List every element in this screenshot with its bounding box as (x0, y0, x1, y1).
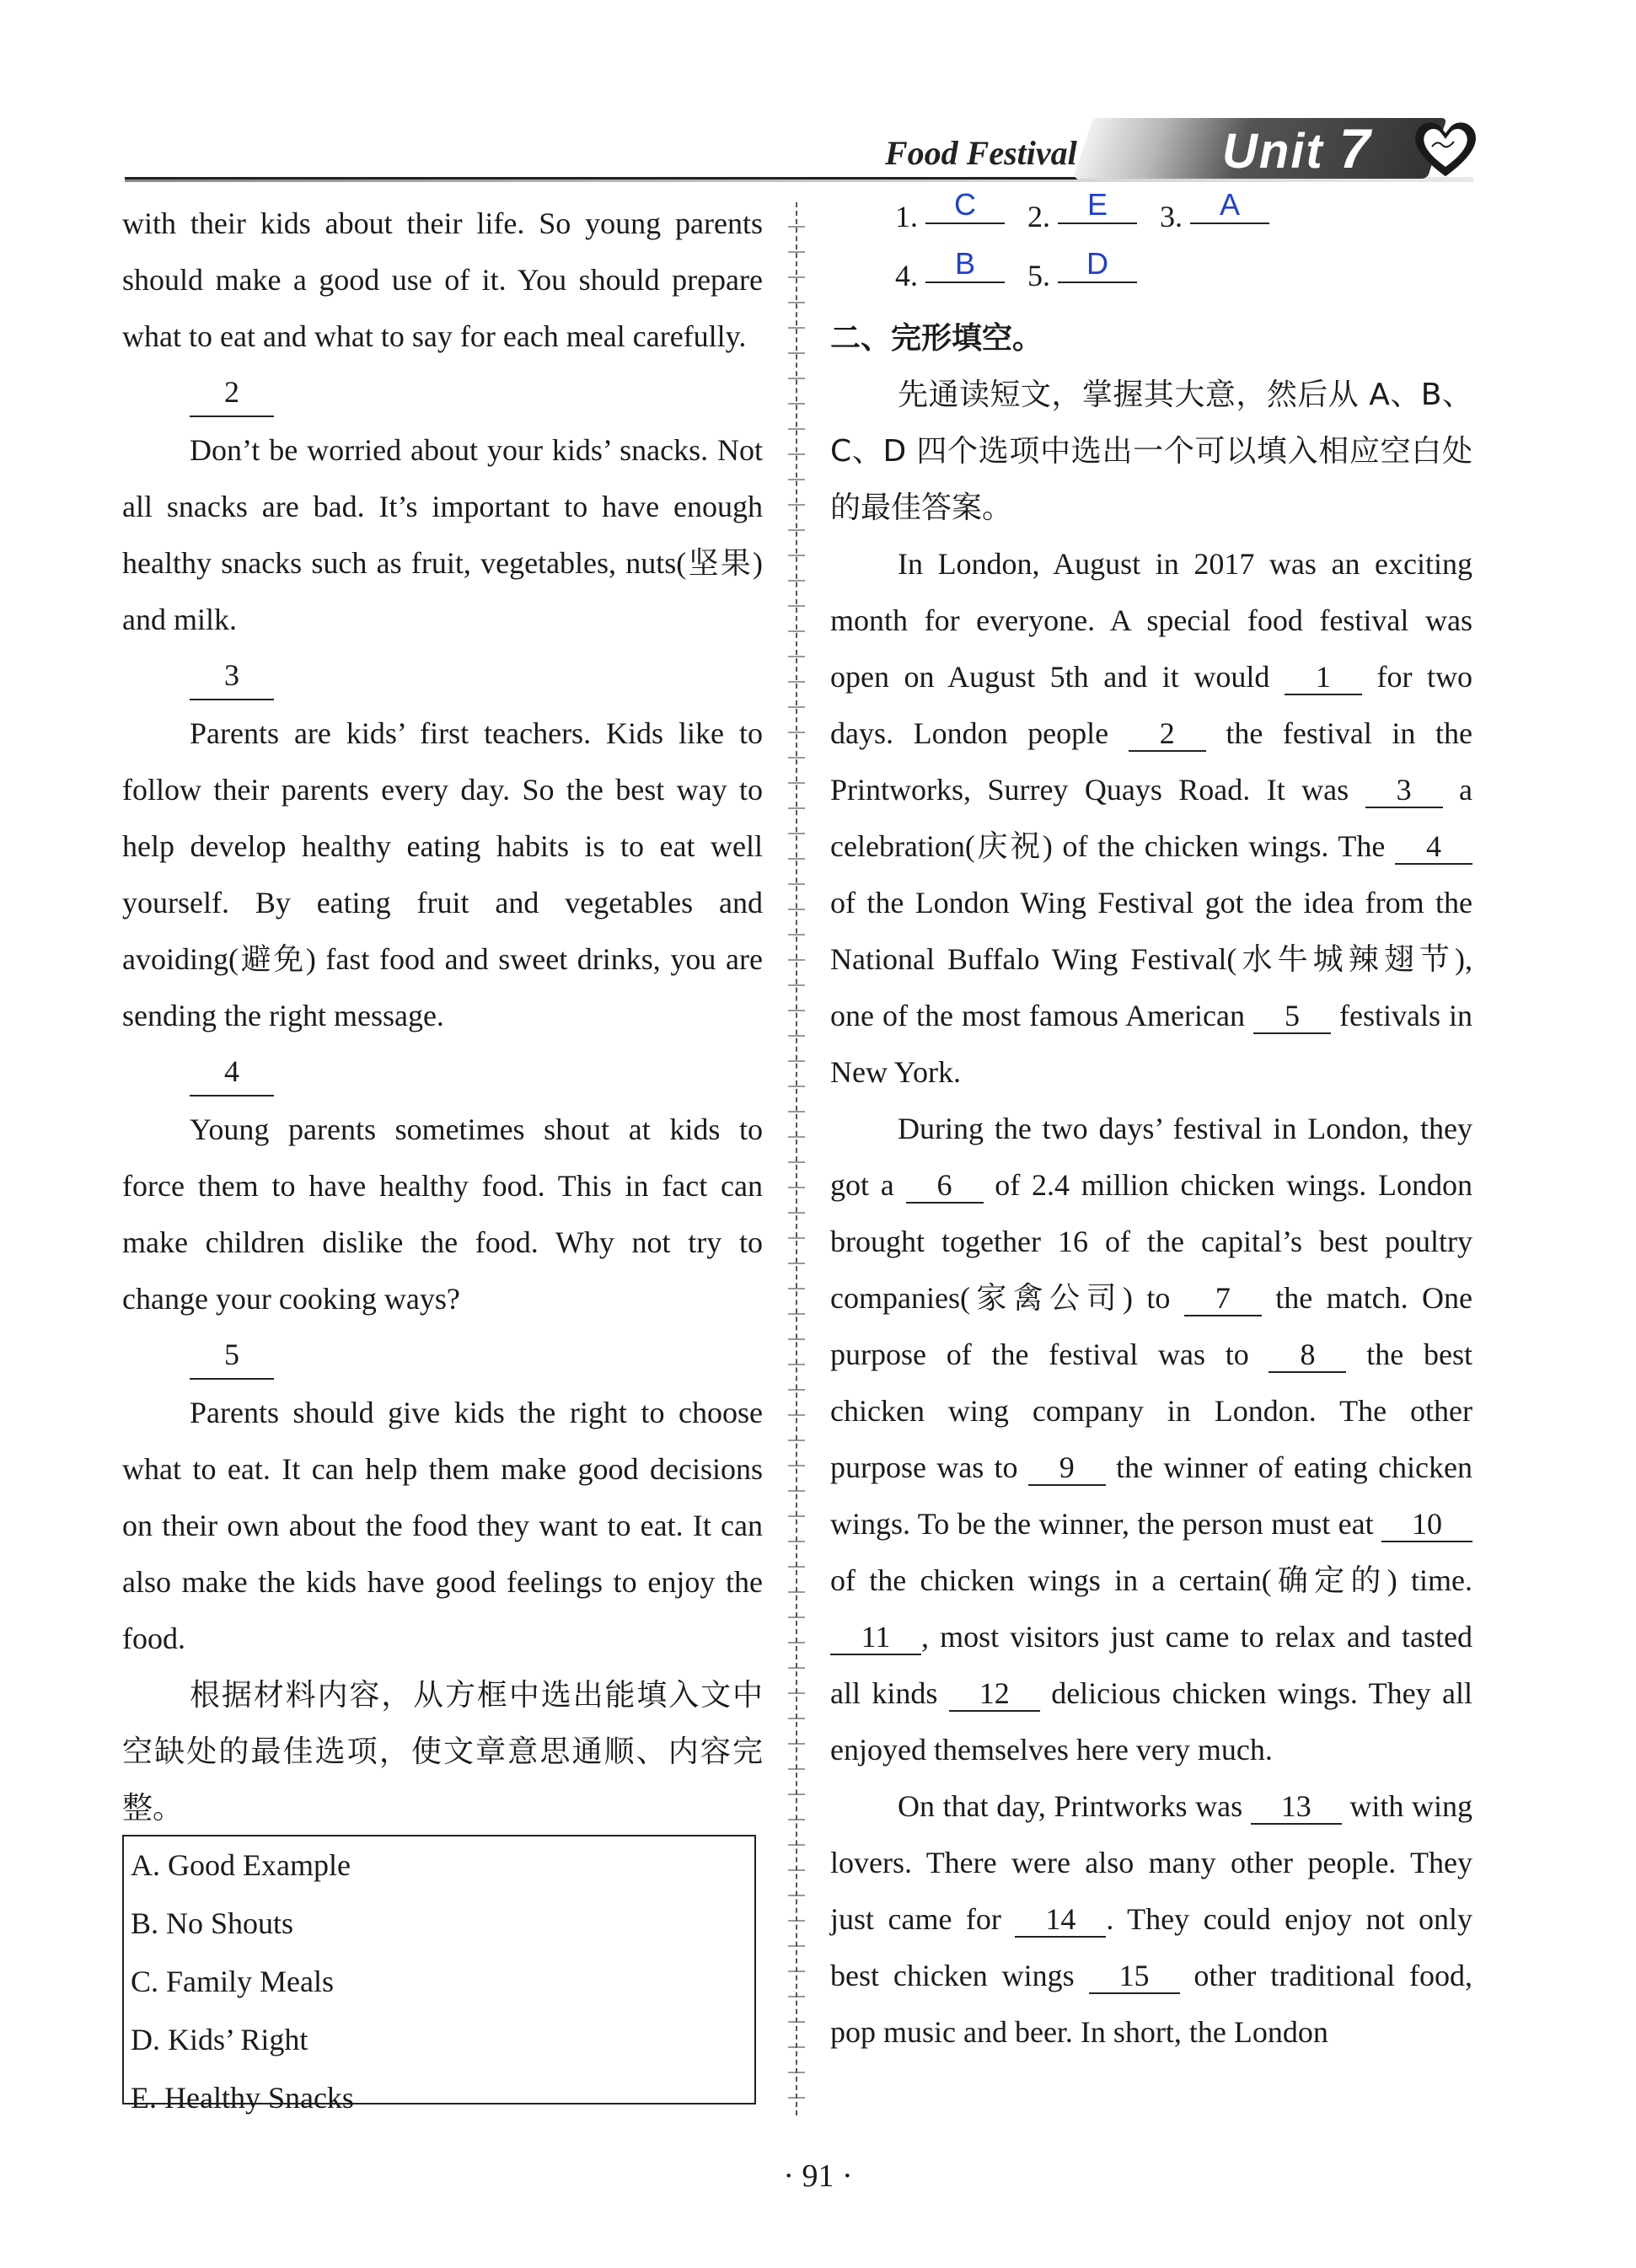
cloze-text: festivals in New York. (830, 999, 1472, 1089)
answer-number: 2. (1027, 200, 1050, 233)
cloze-text: for two days. London people (830, 660, 1473, 750)
cloze-text: , most visitors just came to relax and tasted all kinds (830, 1620, 1472, 1710)
header-unit (1222, 116, 1372, 180)
answer-row-2 (895, 246, 1137, 295)
cloze-blank-11[interactable]: 11 (830, 1620, 921, 1655)
option-a: A. Good Example (131, 1848, 351, 1882)
cloze-blank-5[interactable]: 5 (1253, 999, 1331, 1034)
cloze-text: the best chicken wing company in London. The other purpose was to (830, 1338, 1472, 1484)
task-instruction: 根据材料内容，从方框中选出能填入文中空缺处的最佳选项，使文章意思通顺、内容完整。 (122, 1678, 763, 1826)
cloze-text: a celebration(庆祝) of the chicken wings. The (830, 773, 1472, 863)
cloze-blank-9[interactable]: 9 (1028, 1450, 1106, 1486)
cloze-blank-10[interactable]: 10 (1381, 1507, 1472, 1542)
cloze-text: the festival in the Printworks, Surrey Quays Road. It was (830, 716, 1473, 807)
options-box (122, 1835, 756, 2115)
cloze-text: with wing lovers. There were also many other people. They just came for (830, 1789, 1472, 1936)
cloze-text: In London, August in 2017 was an exciting month for everyone. A special food festival was open on August 5th and it would (830, 547, 1472, 694)
heart-logo-icon (1412, 116, 1479, 180)
cloze-text: other traditional food, pop music and beer. In short, the London (830, 1959, 1473, 2049)
passage-paragraph: Parents are kids’ first teachers. Kids like to follow their parents every day. So the best way to help develop healthy eating habits is to eat well yourself. By eating fruit and vegetables and avoiding(避免) fast food and sweet drinks, you are sending the right message. (122, 716, 763, 1032)
cloze-blank-6[interactable]: 6 (906, 1168, 984, 1204)
cloze-paragraph-3 (830, 1778, 1472, 2061)
heading-blank-3: 3 (190, 651, 274, 700)
cloze-paragraph-1 (830, 536, 1472, 1101)
answer-number: 1. (895, 200, 918, 233)
answer-row-1 (895, 187, 1269, 236)
cloze-blank-14[interactable]: 14 (1015, 1902, 1106, 1938)
cloze-blank-15[interactable]: 15 (1089, 1959, 1180, 1994)
passage-paragraph: Young parents sometimes shout at kids to force them to have healthy food. This in fact can make children dislike the food. Why not try to change your cooking ways? (122, 1113, 763, 1316)
cloze-blank-8[interactable]: 8 (1269, 1338, 1346, 1373)
cloze-text: delicious chicken wings. They all enjoyed themselves here very much. (830, 1676, 1473, 1767)
passage-paragraph: Parents should give kids the right to choose what to eat. It can help them make good decisions on their own about the food they want to eat. It can also make the kids have good feelings to enjoy the food. (122, 1396, 763, 1655)
cloze-blank-13[interactable]: 13 (1251, 1789, 1342, 1825)
cloze-blank-4[interactable]: 4 (1395, 829, 1472, 865)
answer-blank[interactable]: E (1058, 187, 1137, 224)
section-title: 二、完形填空。 (830, 321, 1043, 356)
heading-blank-5: 5 (190, 1331, 274, 1380)
unit-word: Unit (1222, 124, 1324, 179)
cloze-text: of the London Wing Festival got the idea from the National Buffalo Wing Festival(水牛城辣翅节), one of the most famous American (830, 886, 1472, 1032)
option-d: D. Kids’ Right (131, 2023, 308, 2056)
cloze-text: of the chicken wings in a certain(确定的) time. (830, 1563, 1472, 1597)
cloze-text: the match. One purpose of the festival was to (830, 1281, 1473, 1371)
cloze-text: the winner of eating chicken wings. To be the winner, the person must eat (830, 1450, 1473, 1541)
heading-blank-4: 4 (190, 1048, 274, 1096)
cloze-blank-12[interactable]: 12 (949, 1676, 1040, 1712)
cloze-text: During the two days’ festival in London, they got a (830, 1112, 1472, 1202)
option-e: E. Healthy Snacks (131, 2081, 354, 2115)
cloze-text: On that day, Printworks was (898, 1789, 1243, 1823)
answer-blank[interactable]: A (1190, 187, 1269, 224)
answer-number: 4. (895, 259, 918, 292)
cloze-blank-1[interactable]: 1 (1285, 660, 1362, 695)
answer-number: 3. (1160, 200, 1183, 233)
header-topic: Food Festival (885, 134, 1077, 172)
answer-blank[interactable]: B (925, 246, 1005, 283)
cloze-text: of 2.4 million chicken wings. London brought together 16 of the capital’s best poultry companies(家禽公司) to (830, 1168, 1473, 1315)
answer-blank[interactable]: D (1058, 246, 1137, 283)
cloze-blank-2[interactable]: 2 (1129, 716, 1206, 752)
option-c: C. Family Meals (131, 1965, 334, 1998)
answer-blank[interactable]: C (925, 187, 1005, 224)
cloze-blank-7[interactable]: 7 (1184, 1281, 1262, 1316)
cloze-text: . They could enjoy not only best chicken wings (830, 1902, 1472, 1992)
left-column (122, 196, 763, 1836)
cloze-instruction: 先通读短文，掌握其大意，然后从 A、B、C、D 四个选项中选出一个可以填入相应空白处的最佳答案。 (830, 378, 1472, 525)
passage-paragraph: Don’t be worried about your kids’ snacks. Not all snacks are bad. It’s important to have enough healthy snacks such as fruit, vegetables, nuts(坚果) and milk. (122, 433, 763, 636)
passage-paragraph: with their kids about their life. So young parents should make a good use of it. You should prepare what to eat and what to say for each meal carefully. (122, 206, 763, 353)
right-column (830, 310, 1472, 2061)
answer-number: 5. (1027, 259, 1050, 292)
option-b: B. No Shouts (131, 1906, 294, 1940)
page-number: · 91 · (783, 2158, 853, 2194)
unit-number: 7 (1338, 117, 1372, 180)
header-line (125, 177, 1077, 180)
cloze-paragraph-2 (830, 1101, 1472, 1778)
heading-blank-2: 2 (190, 368, 274, 417)
cloze-blank-3[interactable]: 3 (1365, 773, 1443, 808)
column-divider (796, 202, 797, 2115)
